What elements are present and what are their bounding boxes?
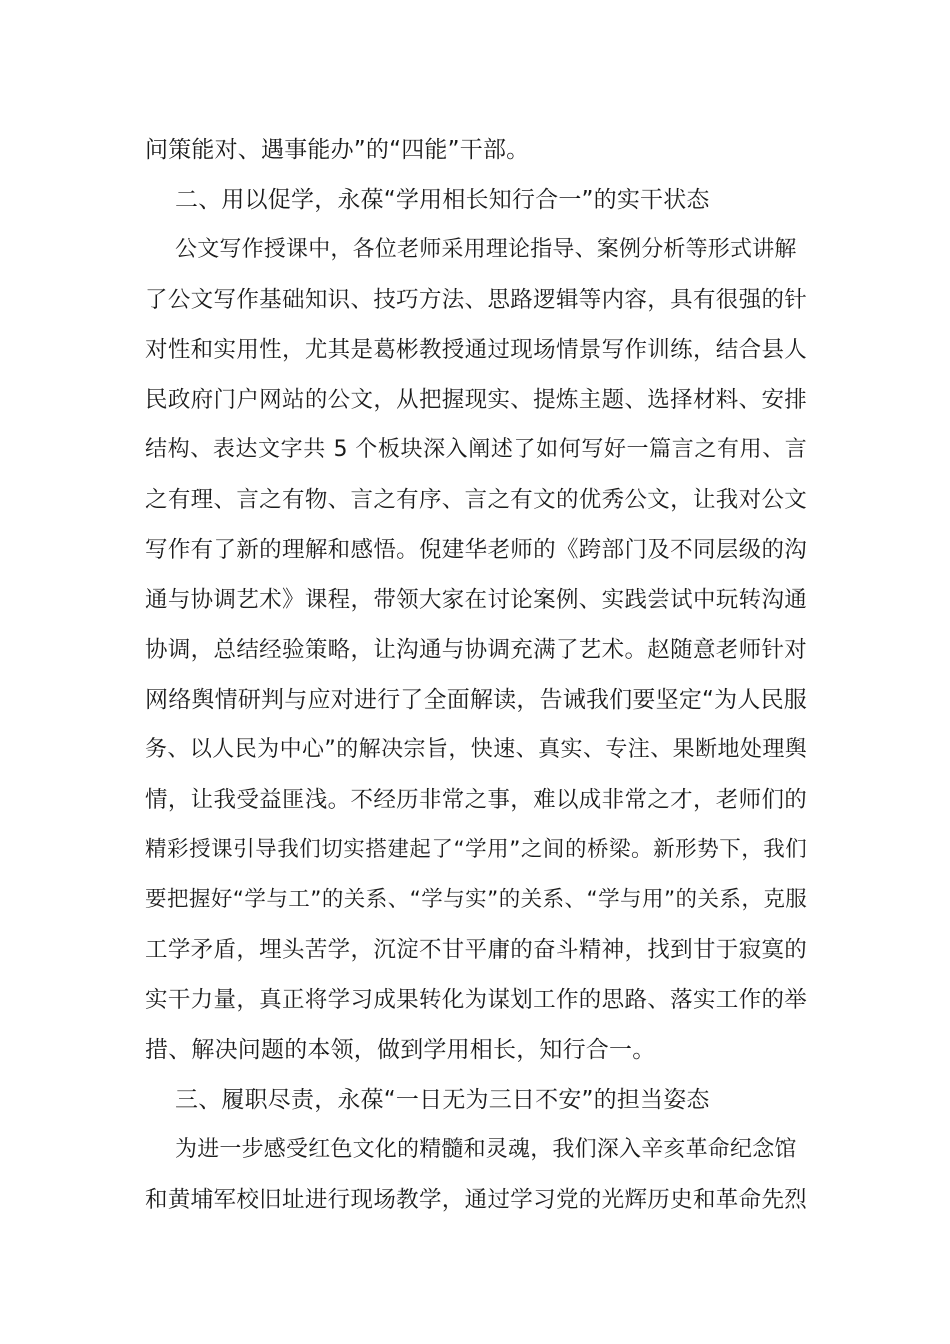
text-line: 民政府门户网站的公文，从把握现实、提炼主题、选择材料、安排 <box>145 387 807 413</box>
text-line: 通与协调艺术》课程，带领大家在讨论案例、实践尝试中玩转沟通 <box>145 587 807 613</box>
text-line: 措、解决问题的本领，做到学用相长，知行合一。 <box>145 1037 656 1063</box>
text-line: 务、以人民为中心”的解决宗旨，快速、真实、专注、果断地处理舆 <box>145 737 807 762</box>
section-heading-2: 二、用以促学，永葆“学用相长知行合一”的实干状态 <box>175 187 710 213</box>
text-line: 实干力量，真正将学习成果转化为谋划工作的思路、落实工作的举 <box>145 987 807 1013</box>
paragraph-first-line: 为进一步感受红色文化的精髓和灵魂，我们深入辛亥革命纪念馆 <box>175 1137 797 1162</box>
document-body <box>145 125 807 1225</box>
text-line: 网络舆情研判与应对进行了全面解读，告诫我们要坚定“为人民服 <box>145 687 807 713</box>
text-line: 结构、表达文字共 5 个板块深入阐述了如何写好一篇言之有用、言 <box>145 437 807 462</box>
section-heading-3: 三、履职尽责，永葆“一日无为三日不安”的担当姿态 <box>175 1087 710 1113</box>
text-line: 情，让我受益匪浅。不经历非常之事，难以成非常之才，老师们的 <box>145 787 807 813</box>
text-line: 问策能对、遇事能办”的“四能”干部。 <box>145 137 530 163</box>
text-line: 之有理、言之有物、言之有序、言之有文的优秀公文，让我对公文 <box>145 487 807 513</box>
paragraph-first-line: 公文写作授课中，各位老师采用理论指导、案例分析等形式讲解 <box>175 237 797 262</box>
text-line: 工学矛盾，埋头苦学，沉淀不甘平庸的奋斗精神，找到甘于寂寞的 <box>145 937 807 963</box>
text-line: 协调，总结经验策略，让沟通与协调充满了艺术。赵随意老师针对 <box>145 637 807 663</box>
text-line: 了公文写作基础知识、技巧方法、思路逻辑等内容，具有很强的针 <box>145 287 807 313</box>
text-line: 精彩授课引导我们切实搭建起了“学用”之间的桥梁。新形势下，我们 <box>145 837 807 862</box>
text-line: 写作有了新的理解和感悟。倪建华老师的《跨部门及不同层级的沟 <box>145 537 807 563</box>
text-line: 要把握好“学与工”的关系、“学与实”的关系、“学与用”的关系，克服 <box>145 887 807 912</box>
text-line: 对性和实用性，尤其是葛彬教授通过现场情景写作训练，结合县人 <box>145 337 807 363</box>
text-line: 和黄埔军校旧址进行现场教学，通过学习党的光辉历史和革命先烈 <box>145 1187 807 1213</box>
